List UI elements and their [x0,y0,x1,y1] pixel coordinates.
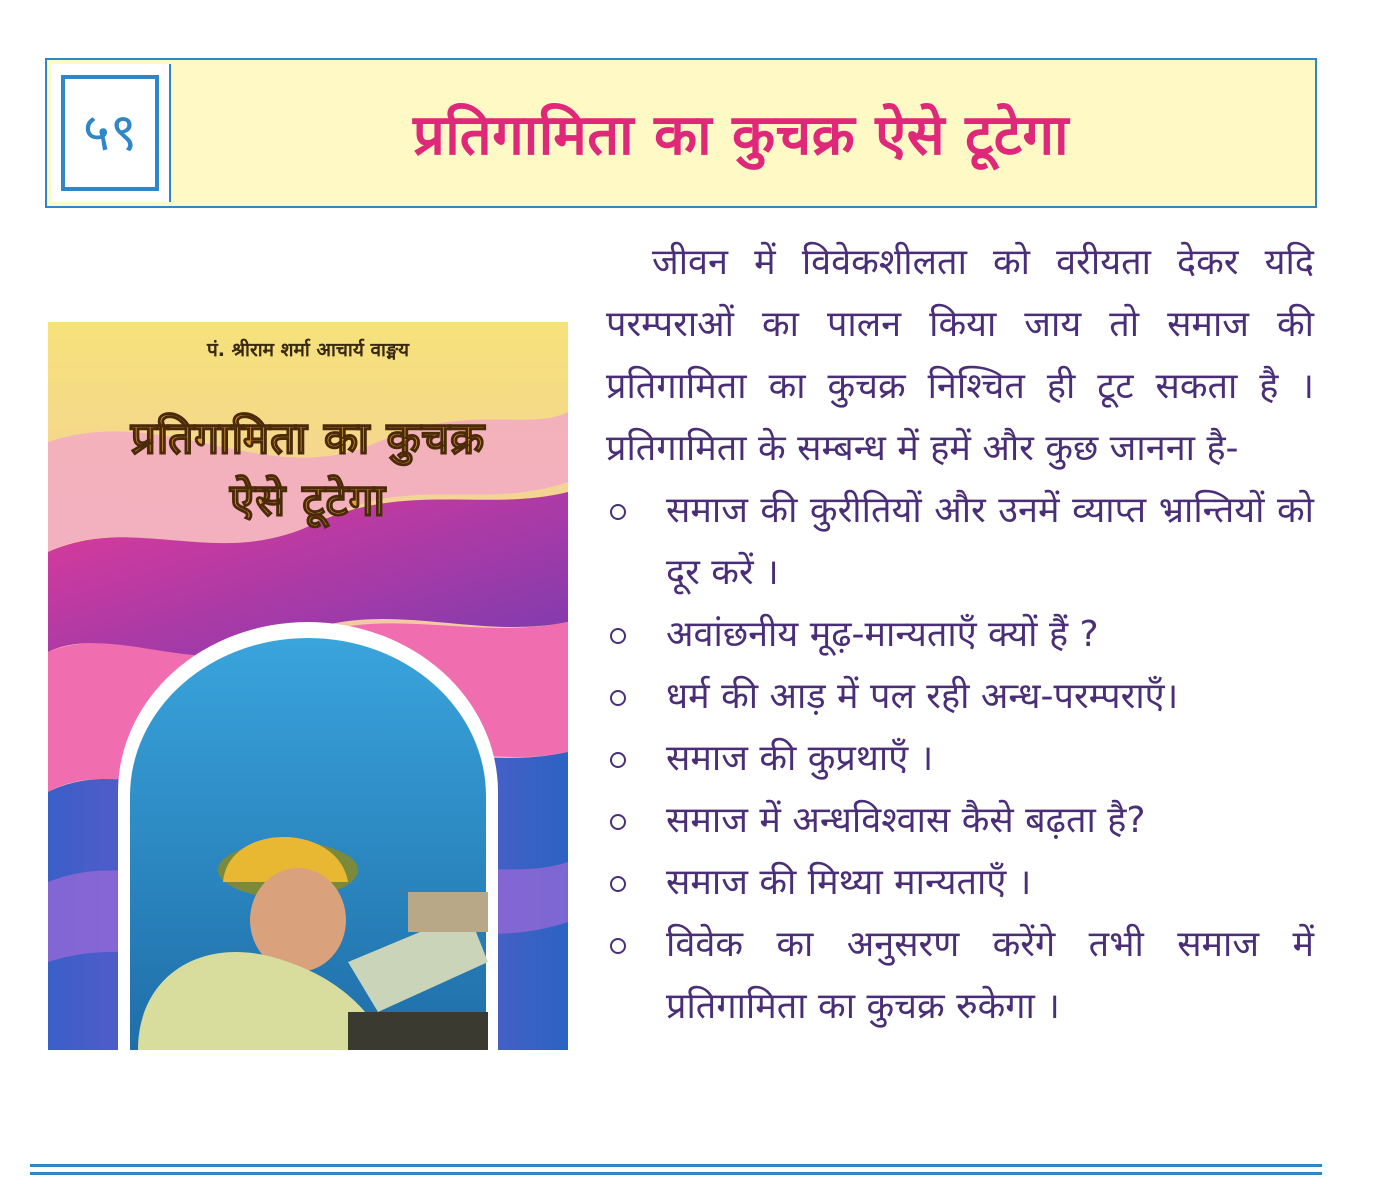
list-item-text: समाज की कुप्रथाएँ । [666,738,934,779]
footer-divider [30,1172,1322,1175]
circle-bullet-icon [610,876,626,892]
cover-title-line1: प्रतिगामिता का कुचक्र [130,413,486,464]
list-item-text: समाज की मिथ्या मान्यताएँ । [666,862,1032,903]
intro-paragraph: जीवन में विवेकशीलता को वरीयता देकर यदि परम्पराओं का पालन किया जाय तो समाज की प्रतिगामिता का कुचक्र निश्चित ही टूट सकता है । प्रतिगामिता के सम्बन्ध में हमें और कुछ जानना है- [606,242,1314,469]
circle-bullet-icon [610,690,626,706]
list-item-text: समाज की कुरीतियों और उनमें व्याप्त भ्रान्तियों को दूर करें । [666,490,1314,593]
cover-title-line2: ऐसे टूटेगा [230,475,386,526]
list-item [606,790,1314,852]
article-body [606,232,1314,1038]
list-item [606,480,1314,604]
circle-bullet-icon [610,628,626,644]
circle-bullet-icon [610,814,626,830]
circle-bullet-icon [610,504,626,520]
book-cover-image [48,322,568,1050]
list-item-text: धर्म की आड़ में पल रही अन्ध-परम्पराएँ। [666,676,1179,717]
list-item-text: समाज में अन्धविश्वास कैसे बढ़ता है? [666,800,1146,841]
circle-bullet-icon [610,938,626,954]
list-item-text: विवेक का अनुसरण करेंगे तभी समाज में प्रतिगामिता का कुचक्र रुकेगा । [666,924,1314,1027]
bullet-list [606,480,1314,1038]
circle-bullet-icon [610,752,626,768]
list-item [606,666,1314,728]
list-item-text: अवांछनीय मूढ़-मान्यताएँ क्यों हैं ? [666,614,1099,655]
list-item [606,852,1314,914]
footer-divider [30,1164,1322,1167]
list-item [606,728,1314,790]
chapter-title: प्रतिगामिता का कुचक्र ऐसे टूटेगा [412,103,1070,168]
list-item [606,604,1314,666]
chapter-number-box [51,64,171,202]
chapter-number: ५९ [61,75,159,191]
cover-author: पं. श्रीराम शर्मा आचार्य वाङ्मय [206,339,410,361]
chapter-header [45,58,1317,208]
list-item [606,914,1314,1038]
